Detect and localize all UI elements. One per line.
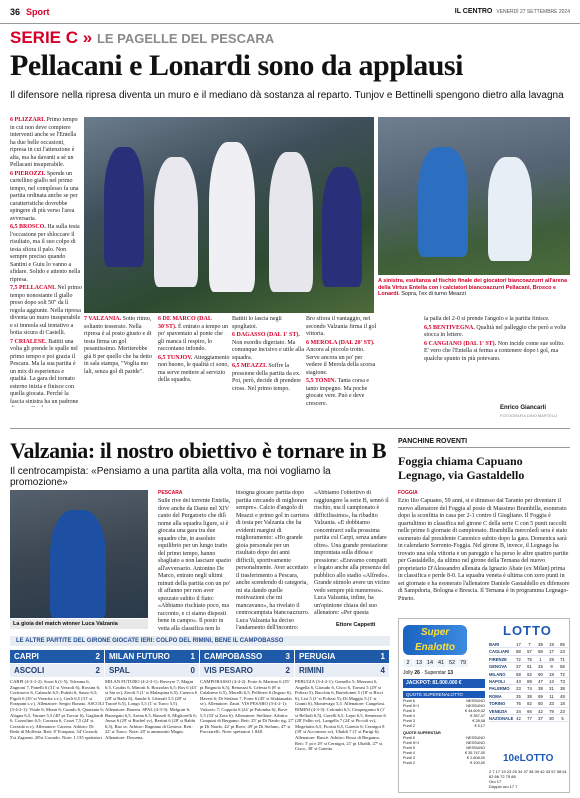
wheel-number: 29	[549, 656, 554, 662]
grade-text: Battiti una volta gli prende le spalle nel primo tempo e poi grazia il Pescara. Ma la sua partita è un mix di esperienza e qualità. La gara del tornato esterno inizia e finisce con quella giocata. Perché la fascia sinistra ha un padrone	[10, 338, 79, 405]
match-report: CARPI (4-3-1-2): Sorzi 6 (1-5), Tcheuna 6, Zagnoni 7, Panelli 6 (31' st Vezzoli 6), Rossini 6; Cortinovis 6, Calanchi 6,5; Puletti 6; Sauro 6,5; Figoli 6 (35' st Veracka s.v.), Gerli 6,5 (31' st Forapani s.v.). Allenatore: Sergio Bonato. ASCOLI (3-4-2-1): Vitale 6; Monti 6; Curado 6, Quaranta 6; Alagna 6,5, Varone 5,5 (40' pt Tavcar 6), Gagliardi 6, Cozzolino 6,5; Corazza 6, Cozzi 7,5 (24' st Corrado n.v). Allenatore: Carrera. Arbitro: Di Reda di Molfetta. Reti: 8' Forapani, 34' Cozzoli, 5'st Zagnoni, 28'st Corrado. Note: 1.135 spettatori.	[10, 679, 104, 740]
player-grade	[158, 316, 230, 354]
wheel-number: 18	[560, 701, 565, 707]
player-grade	[424, 316, 570, 324]
quote-cell: NESSUNO	[466, 699, 485, 703]
wheel-number: 17	[549, 649, 554, 655]
article2-byline: Ettore Cappetti	[336, 622, 376, 628]
wheel-number: 18	[549, 671, 554, 677]
wheel-number: 73	[560, 678, 565, 684]
quote-cell: € 100,00	[470, 761, 485, 765]
player-grade	[10, 171, 82, 224]
grade-text: Tanta corsa e tanto impegno. Ma poche giocate vere. Può e deve crescere.	[306, 378, 370, 407]
quote-cell: Punti 3	[403, 719, 415, 723]
drawn-number: 2	[403, 659, 413, 667]
article1-subtitle: Il difensore nella ripresa diventa un muro e il mediano dà sostanza al reparto. Tunjov e Bettinelli spengono dietro alla lavagna	[10, 90, 564, 101]
match-team1	[295, 650, 389, 663]
sidebar-text: Ezio Ilio Capuano, 59 anni, si è dimesso dal Taranto per diventare il nuovo allenatore del Foggia al posto di Massimo Brambilla, esonerato dopo la sconfitta in casa per 2-1 contro il Giugliano. Il Foggia è quartultimo in classifica nel girone C della serie C con 5 punti raccolti nelle prime 6 giornate di campionato. Brambilla mercoledì sera è stato esonerato dal presidente Canonico subito dopo la gara. Domenica sarà in calendario Sorrento-Foggia. Nel girone B, invece, il Legnago ha trovato una sola vittoria e un pareggio e ha perso le altre quattro partite per Gastaldello, da ultimo nel girone della Ternana del nuovo proprietario D'Alessandro allenata da Ignazio Abate (ex Milan) prima in classifica e perde 8-0. La squadra veneta è ultima con zero punti in sei giornate e ha esonerato l'allenatore Daniele Gastaldello ex difensore di Sampdoria, Bologna e Brescia. Il Ternana è in programma Legnago-Pineto.	[398, 498, 570, 602]
match-report: PERUGIA (3-4-2-1): Gemello 5; Mezzoni 6, Angella 6, Giraudo 6, Cisco 6, Torrasi 5 (29' st Polizzi 5), Bacchin 6, Bartolomei 5 (18' st Ricci 6), Lisi 5 (1' st Polizzi 5); Di Maggio 5 (1' st Giunti 6), Montevago 5,5. Allenatore: Cangelosi. RIMINI (4-3-3): Colombi 6,5; Cinquegrano 6 (1' st Bellodi 6,5), Gorelli 6,5, Lepri 6,5, Semeraro 6 (28' Falbo sv), Langella 7 (24' st Piccoli sv), Megelaitis 6,5, Fiorini 6,5, Garetto 6; Cernigoi 8 (39' st Accornero sv), Ubaldi 7 (1' st Parigi 6). Allenatore: Buscè. Arbitro: Rossi di Bergamo. Reti: 5' pt e 29' st Cernigoi, 21' pt Ubaldi, 27' st Cisco, 38' st Garetto.	[295, 679, 386, 752]
player-grade	[424, 341, 570, 364]
wheel-number: 74	[527, 686, 532, 692]
quote-cell: € 2.808,00	[467, 756, 485, 760]
drawn-number: 41	[437, 660, 445, 666]
grade-label: 6 PIEROZZI.	[10, 170, 47, 177]
superstar-quote-title: QUOTE SUPERSTAR	[403, 731, 441, 735]
match-team1	[200, 650, 294, 663]
article1-column-6	[424, 316, 570, 402]
lotto-wheel-row	[489, 648, 568, 655]
grade-text: Qualità nel palleggio che però a volte stocca in lettere.	[424, 324, 567, 338]
quote-cell: € 44.609,42	[464, 709, 485, 713]
wheel-number: 69	[538, 693, 543, 699]
lotto-wheel-row	[489, 671, 568, 678]
match-campobasso-pesaro	[200, 650, 294, 795]
oro-number: Oro 17	[489, 779, 502, 784]
quote-cell: € 35.747,00	[464, 751, 485, 755]
wheel-number: 31	[549, 686, 554, 692]
grade-label: 6,5 TUNJOV.	[158, 354, 194, 361]
grade-text: Nel primo tempo nonostante il giallo preso dopo soli 50'' da lì regola aggiunte. Nella ripresa diventa un muro insuperabile e si immola sul tentativo a botta sicura di Castelli.	[10, 285, 82, 336]
lotto-wheel-row	[489, 708, 568, 715]
valzania-photo	[10, 490, 148, 618]
grade-label: 6 DAGASSO (DAL 1' ST).	[232, 332, 300, 338]
wheel-number: 79	[549, 708, 554, 714]
article2-tag: PESCARA	[158, 490, 183, 496]
lotto-wheel-row	[489, 693, 568, 700]
player-grade	[10, 339, 82, 408]
wheel-number: 71	[560, 656, 565, 662]
quote-cell: Punti 2	[403, 761, 415, 765]
wheel-number: 5	[561, 715, 564, 721]
wheel-number: 13	[549, 678, 554, 684]
quote-cell: NESSUNO	[466, 741, 485, 745]
photo-caption-text: Sopra, l'ex di turno Meazzi	[401, 291, 466, 297]
grade-label: 6,5 MEAZZI.	[232, 363, 269, 369]
team-score: 0	[190, 666, 195, 675]
grade-text: È entrato a tempo un po' spaventato al ponte che gli manca il respiro, lo raccontano infondo.	[158, 323, 228, 352]
article1-column-1	[10, 117, 82, 407]
team-name: MILAN FUTURO	[109, 652, 170, 661]
wheel-number: 17	[516, 642, 521, 647]
match-team1	[105, 650, 199, 663]
section-divider	[10, 428, 570, 429]
quote-cell: Punti 5	[403, 709, 415, 713]
quote-cell: Punti 3	[403, 756, 415, 760]
wheel-number: 88	[516, 649, 521, 655]
lottery-box	[398, 618, 570, 793]
quote-cell: NESSUNO	[466, 746, 485, 750]
player-grade	[10, 224, 82, 284]
player-grade	[306, 340, 378, 378]
grade-label: 6,5 BENTIVEGNA.	[424, 324, 477, 331]
match-team2	[10, 664, 104, 677]
team-name: PERUGIA	[299, 652, 336, 661]
wheel-city: PALERMO	[489, 686, 510, 692]
wheel-number: 72	[560, 671, 565, 677]
diecielotto-numbers	[489, 769, 568, 789]
player-grade	[10, 285, 82, 338]
photo-caption-lead: A sinistra, esultanza al fischio finale dei giocatori biancoazzurri all'arena della Virtus Entella con i calciatori biancoazzurri Pellacani, Brosco e Lonardi.	[378, 278, 568, 297]
grade-label: 5,5 TONIN.	[306, 378, 338, 384]
sidebar-kicker: PANCHINE ROVENTI	[398, 438, 570, 448]
player-grade	[10, 117, 82, 170]
wheel-number: 30	[549, 715, 554, 721]
team-name: VIS PESARO	[204, 666, 253, 675]
wheel-number: 48	[560, 693, 565, 699]
match-milan-spal	[105, 650, 199, 795]
quote-row	[403, 724, 485, 729]
wheel-number: 1	[539, 656, 542, 662]
drawn-number: 14	[426, 660, 434, 666]
player-grade	[232, 316, 304, 331]
valzania-photo-caption: La gioia del match winner Luca Valzania	[10, 619, 148, 629]
sidebar-tag: FOGGIA	[398, 490, 418, 496]
lotto-wheel-row	[489, 663, 568, 670]
wheel-city: MILANO	[489, 671, 506, 677]
wheel-number: 90	[538, 671, 543, 677]
wheel-number: 56	[560, 664, 565, 670]
grade-label: 6 MEROLA (DAL 20' ST).	[306, 339, 375, 346]
superstar-number: 13	[447, 670, 454, 676]
wheel-number: 66	[527, 708, 532, 714]
diecielotto-list: 2 7 17 19 23 25 34 37 38 39 42 43 57 58 61 62 66 72 75 88	[489, 769, 567, 779]
player-grade	[158, 355, 230, 385]
wheel-number: 61	[527, 664, 532, 670]
wheel-number: 42	[538, 708, 543, 714]
player-grade	[232, 363, 304, 393]
quote-cell: Punti 6	[403, 736, 415, 740]
jackpot: JACKPOT: 81.000.000 €	[403, 679, 485, 688]
article2-column-3: «Abbiamo l'obiettivo di raggiungere la serie B, sennò il rischio, ma il campionato è difficilissimo», ha ribadito Valzania. «E dobbiamo concentrarci sulla prossima partita col Carpi, senza andare oltre». Una grande prestazione improntata sulla difesa e pressione: «Eravamo compatti e legato anche alla presenza del pubblico allo stadio «Alfredo». Grande stimolo avere un vicino vedo sempre più numeroso». Luca Valzania, infine, ha un'opinione chiara del suo allenatore: «Per questa	[314, 490, 390, 616]
superenalotto-extra: Jolly 26 · Superstar 13	[403, 670, 454, 676]
quote-cell: € 357,47	[470, 714, 485, 718]
quote-title: QUOTE SUPERENALOTTO	[403, 691, 485, 698]
wheel-number: 38	[560, 686, 565, 692]
match-team2	[105, 664, 199, 677]
sidebar-title: Foggia chiama Capuano Legnago, via Gastaldello	[398, 454, 525, 482]
grade-text: Primo tempo in cui non deve compiere interventi anche se l'Entella ha due belle occasioni, ripresa in cui l'attenzione è alta, ma ha davanti a sé un Pellacani insuperabile.	[10, 117, 78, 168]
quote-cell: NESSUNO	[466, 736, 485, 740]
team-score: 2	[285, 666, 290, 675]
article2-title: Valzania: il nostro obiettivo è tornare in B	[10, 438, 387, 463]
wheel-city: TORINO	[489, 701, 506, 707]
article1-column-3	[158, 316, 230, 408]
grade-label: 7 VALZANIA.	[84, 316, 123, 322]
section-label: Sport	[26, 6, 50, 17]
grade-label: 7 CRIALESE.	[10, 338, 49, 345]
newspaper-name: IL CENTRO	[454, 8, 493, 15]
player-grade	[424, 325, 570, 340]
wheel-city: ROMA	[489, 693, 502, 699]
team-score: 4	[380, 666, 385, 675]
wheel-number: 62	[527, 671, 532, 677]
lotto-wheel-row	[489, 700, 568, 707]
match-team2	[295, 664, 389, 677]
wheel-number: 37	[516, 664, 521, 670]
wheel-number: 7	[528, 642, 531, 647]
wheel-city: NAZIONALE	[489, 715, 514, 721]
photo-credit: FOTOGRAFIA DINO MARTELLI	[500, 413, 558, 418]
wheel-number: 43	[516, 678, 521, 684]
diecielotto-logo: 10eLOTTO	[503, 753, 554, 764]
wheel-number: 19	[549, 642, 554, 647]
article2-subtitle: Il centrocampista: «Pensiamo a una partita alla volta, ma noi vogliamo la promozione»	[10, 466, 331, 488]
team-name: ASCOLI	[14, 666, 45, 675]
player-grade	[306, 378, 378, 408]
wheel-number: 23	[516, 686, 521, 692]
wheel-number: 82	[527, 701, 532, 707]
kicker-topic: LE PAGELLE DEL PESCARA	[96, 31, 275, 46]
team-score: 2	[95, 652, 100, 661]
quote-cell: Punti 4	[403, 714, 415, 718]
wheel-number: 23	[560, 649, 565, 655]
grade-text: Ancora al piccolo trotto. Serve ancora un po' per vedere il Merola della scorsa stagione.	[306, 347, 376, 376]
wheel-number: 85	[560, 642, 565, 647]
drawn-number: 52	[448, 660, 456, 666]
quote-cell: € 5,17	[474, 724, 485, 728]
wheel-number: 39	[538, 642, 543, 647]
match-report: MILAN FUTURO (4-2-3-1): Raveyre 7; Magni 6.5, Coubis 6, Minotti 6, Bozzolan 6,5; Ros 6 (43' st Sia sv), Zeroli 5 (1' st Malaspina 6,5), Cuenca 6 (28' st Rafia 6), Sandri 6. Liberali 5,5 (28' st Traoré 6,5), Longo 5,5 (1' st Turco 5.5). Allenatore: Bonera. SPAL (4-3-3): Melgrati 6; Bassegato 6,5, Arena 6,5, Bassoli 6, Migliorelli 6; Awua 6 (29' st Buchel sv), Bertini 6 (28' st Rabbi 6,5), Rao sv. Arbitro: Ragnano di Genova. Reti: 22' st Turco. Note: 28' st ammonito Magni. Allenatore: Dossena.	[105, 679, 198, 740]
wheel-number: 42	[516, 715, 521, 721]
lotto-wheel-row	[489, 685, 568, 692]
kicker-series: SERIE C »	[10, 28, 93, 47]
wheel-city: VENEZIA	[489, 708, 508, 714]
grade-text: Atteggiamento non buono, le qualità ci sono, ma serve mettere al servizio della squadra.	[158, 354, 230, 383]
quote-cell: Punti 6	[403, 699, 415, 703]
player-grade	[232, 332, 304, 362]
wheel-number: 9	[550, 664, 553, 670]
article1-column-5	[306, 316, 378, 408]
meazzi-photo	[378, 117, 570, 275]
team-name: CARPI	[14, 652, 39, 661]
quote-cell: € 28,08	[472, 719, 485, 723]
grade-text: Soffre la pressione della partita da ex. Poi, però, decide di prendere cross. Nel primo tempo.	[232, 363, 301, 392]
grade-text: Battiti lo lascia negli spogliatoi.	[232, 316, 282, 330]
quote-list	[403, 699, 485, 766]
quote-cell: NESSUNO	[466, 704, 485, 708]
article2-column-1: Sulle rive del torrente Entella, dove anche da Dante nel XIV canto del Purgatorio che dilì nome alla squadra ligure, si è giocata una gara tra due squadre che, in assoluto equilibrio per un lungo tratto del primo tempo, hanno sbagliato a non lasciare spazio all'avversario. Antonino De Marco, entrato negli ultimi minuti della partita con un po' di affanno per non aver spezzato subito il fiato: «Abbiamo rischiato poco, ma racconto, e ci siamo disposti bene in campo». Il posto in vetta alla classifica non lo	[158, 498, 231, 630]
grade-label: 6 CANGIANO (DAL 1' ST).	[424, 340, 498, 347]
wheel-city: GENOVA	[489, 664, 507, 670]
match-carpi-ascoli	[10, 650, 104, 795]
article1-kicker	[10, 28, 274, 48]
team-score: 1	[190, 652, 195, 661]
wheel-city: CAGLIARI	[489, 649, 510, 655]
grade-text: Non esordio digeriato. Ma comunque incisivo e utile alla squadra.	[232, 339, 304, 361]
article1-column-4	[232, 316, 304, 408]
player-grade	[306, 316, 378, 339]
article1-column-2	[84, 316, 156, 408]
wheel-number: 50	[538, 701, 543, 707]
grade-label: 7,5 PELLACANI.	[10, 285, 58, 291]
team-name: SPAL	[109, 666, 130, 675]
wheel-number: 34	[516, 708, 521, 714]
wheel-number: 75	[527, 656, 532, 662]
wheel-number: 57	[527, 649, 532, 655]
doppio-oro-number: Doppio oro 17 7	[489, 784, 518, 789]
article1-title: Pellacani e Lonardi sono da applausi	[10, 49, 463, 82]
wheel-city: BARI	[489, 642, 500, 647]
grade-label: 6,5 BROSCO.	[10, 224, 48, 230]
wheel-number: 37	[538, 715, 543, 721]
wheel-number: 72	[516, 656, 521, 662]
lotto-wheel-row	[489, 641, 568, 648]
wheel-city: NAPOLI	[489, 678, 505, 684]
wheel-number: 68	[538, 649, 543, 655]
lotto-logo: LOTTO	[503, 623, 552, 638]
wheel-number: 47	[538, 678, 543, 684]
match-team2	[200, 664, 294, 677]
wheel-city: FIRENZE	[489, 656, 507, 662]
match-perugia-rimini	[295, 650, 389, 795]
grade-text: Sotto ritmo, soltanto tesserato. Nella ripresa è al posto giusto e di testa firma un gol pesantissimo. Meriterebbe già 8 per quello che ha detto in sala stampa, "Voglia mo lali, senza gol di paride".	[84, 316, 152, 375]
page-number: 36	[10, 6, 21, 17]
match-report: CAMPOBASSO (4-4-2): Forte 6; Martino 6 (35' pt Brignola 6,5), Benassai 6, Celesia 6 (8' st Calabrese 6,5), Morelli 6,5, Pellitteri 6 (Ingrao 6), Haveri 6; Di Stefano 7, Forte 6 (45' st Sfakianakis sv). Allenatore: Zauri. VIS PESARO (3-4-2-1): Vukovic 7; Coppola 6 (24' pt Palomba 6), Bove 5,5 (33' st Zoia 6). Allenatore: Stellone. Arbitro: Cinquini di Bergamo. Reti: 25' pt Di Nardo rig, 27' pt Di Nardo, 42' pt Bove, 49' pt Di Stefano, 47' st Pucciarelli. Note: spettatori 1.848.	[200, 679, 294, 735]
wheel-number: 11	[549, 693, 554, 699]
quote-cell: Punti 4	[403, 751, 415, 755]
grade-label: 6 PLIZZARI.	[10, 117, 47, 123]
article2-column-2: bisogna giocare partita dopo partita cercando di migliorare sempre». Calcio d'angolo di Meazzi e primo gol in carriera di testa per Valzania che ha evidenti margini di miglioramento: «Ho grande gioia personale per un risultato dopo dei anni difficili, sportivamente personalmente. Aver accettato il trasferimento a Pescara, anche scendendo di categoria, mi sta dando quelle motivazioni che mi mancavano», ha rivelato il centrocampista biancoazzurro. Luca Valzania ha deciso l'andamento dell'incontro:	[236, 490, 310, 630]
grade-text: Non incide come sue solito. E' vero che l'Entella si ferma a contenere dopo i gol, ma qualche spunto in più potevano.	[424, 340, 565, 362]
player-grade	[84, 316, 156, 376]
grade-text: Ha sulla testa l'occasione per sbloccare il risultato, ma il suo colpo di testa sfiora il palo. Non sempre preciso quando Santini e Guiu lo vanno a sfidare. Solido e attento nella ripresa.	[10, 224, 81, 283]
quote-cell: Punti 5+1	[403, 704, 420, 708]
team-score: 1	[380, 652, 385, 661]
wheel-number: 89	[527, 678, 532, 684]
wheel-number: 58	[516, 671, 521, 677]
drawn-number: 79	[459, 660, 467, 666]
team-name: RIMINI	[299, 666, 324, 675]
celebration-photo	[84, 117, 374, 313]
lotto-wheel-row	[489, 678, 568, 685]
wheel-number: 25	[516, 693, 521, 699]
wheel-number: 38	[538, 686, 543, 692]
lotto-wheel-row	[489, 715, 568, 722]
wheel-number: 25	[538, 664, 543, 670]
superenalotto-logo: Super Enalotto	[403, 625, 467, 655]
team-score: 3	[285, 652, 290, 661]
drawn-number: 13	[415, 660, 423, 666]
wheel-number: 38	[527, 693, 532, 699]
quote-cell: Punti 5	[403, 746, 415, 750]
lotto-wheel-row	[489, 656, 568, 663]
grade-text: Spende un cartellino giallo nel primo tempo, nel complesso fa una partita ordinata anche se per caratteristiche dovrebbe spingere di più verso l'area avversaria.	[10, 170, 79, 222]
team-name: CAMPOBASSO	[204, 652, 263, 661]
grade-text: Bro sfiora il vantaggio, nel secondo Valzania firma il gol vittoria.	[306, 316, 377, 337]
wheel-number: 76	[516, 701, 521, 707]
superstar-quote-row	[403, 761, 485, 766]
match-team1	[10, 650, 104, 663]
page-header	[0, 0, 580, 24]
jolly-number: 26	[414, 670, 420, 676]
team-score: 2	[95, 666, 100, 675]
quote-cell: Punti 5+1	[403, 741, 420, 745]
grade-text: la palla del 2-0 si prende l'angolo e la partita finisce.	[424, 316, 550, 322]
sidebar-article	[398, 438, 570, 482]
lotto-wheels-table	[489, 641, 568, 722]
wheel-number: 77	[527, 715, 532, 721]
photo-caption	[378, 278, 570, 298]
article1-byline: Enrico Giancarli	[500, 405, 547, 411]
wheel-number: 23	[560, 708, 565, 714]
issue-date: VENERDÌ 27 SETTEMBRE 2024	[496, 8, 570, 15]
superenalotto-numbers	[403, 659, 468, 667]
wheel-number: 33	[549, 701, 554, 707]
grade-label: 6 DE MARCO (DAL 30'ST).	[158, 316, 212, 330]
quote-cell: Punti 2	[403, 724, 415, 728]
other-matches-banner: LE ALTRE PARTITE DEL GIRONE GIOCATE IERI: COLPO DEL RIMINI, BENE IL CAMPOBASSO	[10, 636, 390, 646]
